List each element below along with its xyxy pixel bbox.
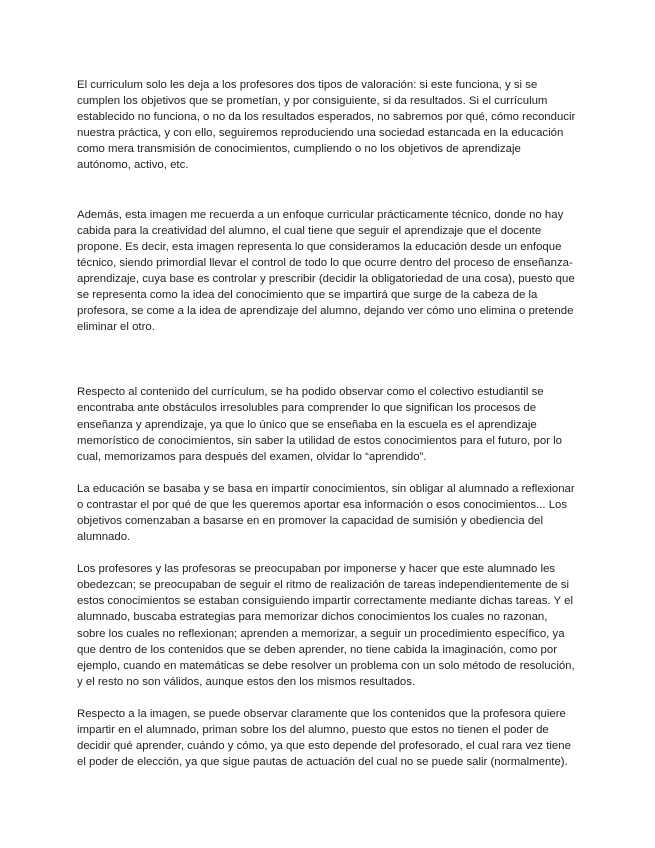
paragraph-profesores-imponerse: Los profesores y las profesoras se preocupaban por imponerse y hacer que este alumnado les obedezcan; se preocupaban de seguir el ritmo de realización de tareas independientemente de si estos conocimientos se estaban consiguiendo impartir correctamente mediante dichas tareas. Y el alumnado, buscaba estrategias para memorizar dichos conocimientos los cuales no razonan, sobre los cuales no reflexionan; aprenden a memorizar, a seguir un procedimiento específico, ya que dentro de los contenidos que se deben aprender, no tiene cabida la imaginación, como por ejemplo, cuando en matemáticas se debe resolver un problema con un solo método de resolución, y el resto no son válidos, aunque estos den los mismos resultados. [77,563,575,688]
paragraph-contenido-curriculum: Respecto al contenido del currículum, se ha podido observar como el colectivo estudiantil se encontraba ante obstáculos irresolubles para comprender lo que significan los procesos de enseñanza y aprendizaje, ya que lo único que se enseñaba en la escuela es el aprendizaje memorístico de conocimientos, sin saber la utilidad de estos conocimientos para el futuro, por lo cual, memorizamos para después del examen, olvidar lo “aprendido”. [77,386,562,463]
document-page [77,77,577,770]
paragraph-educacion-conocimientos: La educación se basaba y se basa en impartir conocimientos, sin obligar al alumnado a reflexionar o contrastar el por qué de que les queremos aportar esa información o esos conocimientos... Los objetivos comenzaban a basarse en en promover la capacidad de sumisión y obediencia del alumnado. [77,482,575,544]
paragraph-curriculum-valoracion: El curriculum solo les deja a los profesores dos tipos de valoración: si este funciona, y si se cumplen los objetivos que se prometían, y por consiguiente, si da resultados. Si el currículum establecido no funciona, o no da los resultados esperados, no sabremos por qué, cómo reconducir nuestra práctica, y con ello, seguiremos reproduciendo una sociedad estancada en la educación como mera transmisión de conocimientos, cumpliendo o no los objetivos de aprendizaje autónomo, activo, etc. [77,79,576,172]
paragraph-respecto-imagen: Respecto a la imagen, se puede observar claramente que los contenidos que la profesora quiere impartir en el alumnado, priman sobre los del alumno, puesto que estos no tienen el poder de decidir qué aprender, cuándo y cómo, ya que esto depende del profesorado, el cual rara vez tiene el poder de elección, ya que sigue pautas de actuación del cual no se puede salir (normalmente). [77,707,571,769]
paragraph-enfoque-tecnico: Además, esta imagen me recuerda a un enfoque curricular prácticamente técnico, donde no hay cabida para la creatividad del alumno, el cual tiene que seguir el aprendizaje que el docente propone. Es decir, esta imagen representa lo que consideramos la educación desde un enfoque técnico, siendo primordial llevar el control de todo lo que ocurre dentro del proceso de enseñanza-aprendizaje, cuya base es controlar y prescribir (decidir la obligatoriedad de una cosa), puesto que se representa como la idea del conocimiento que se impartirá que surge de la cabeza de la profesora, se come a la idea de aprendizaje del alumno, dejando ver cómo uno elimina o pretende eliminar el otro. [77,208,575,334]
